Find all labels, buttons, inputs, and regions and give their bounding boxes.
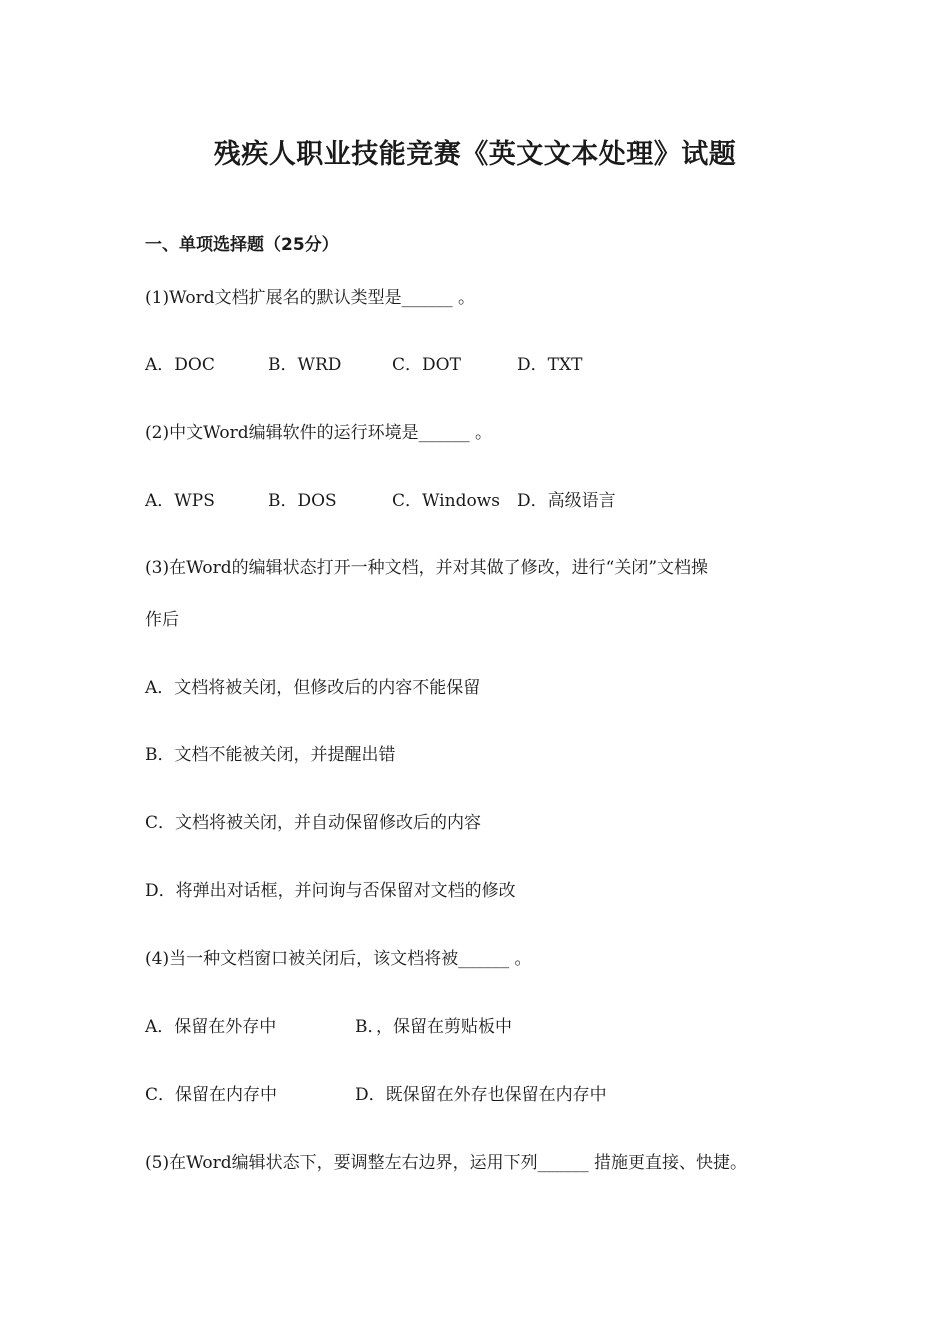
page-title: 残疾人职业技能竞赛《英文文本处理》试题 [213, 139, 737, 170]
question-3-stem-line-2: 作后 [145, 610, 179, 630]
question-3-option-d: D．将弹出对话框，并问询与否保留对文档的修改 [145, 881, 516, 901]
question-1-option-d: D．TXT [517, 355, 583, 375]
question-4-option-a: A．保留在外存中 [145, 1017, 277, 1037]
question-3-option-a: A．文档将被关闭，但修改后的内容不能保留 [145, 678, 481, 698]
question-5-stem: (5)在Word编辑状态下，要调整左右边界，运用下列______ 措施更直接、快捷。 [145, 1153, 748, 1173]
question-2-option-d: D．高级语言 [517, 491, 616, 511]
question-3-option-b: B．文档不能被关闭，并提醒出错 [145, 745, 396, 765]
question-2-option-a: A．WPS [145, 491, 215, 511]
question-2-option-b: B．DOS [268, 491, 337, 511]
question-1-option-a: A．DOC [145, 355, 215, 375]
question-1-option-c: C．DOT [392, 355, 461, 375]
question-3-option-c: C．文档将被关闭，并自动保留修改后的内容 [145, 813, 482, 833]
question-1-option-b: B．WRD [268, 355, 342, 375]
question-4-option-d: D．既保留在外存也保留在内存中 [355, 1085, 607, 1105]
question-2-option-c: C．Windows [392, 491, 500, 511]
question-4-option-b: B．，保留在剪贴板中 [355, 1017, 512, 1037]
question-3-stem-line-1: (3)在Word的编辑状态打开一种文档，并对其做了修改，进行“关闭”文档操 [145, 558, 709, 578]
question-1-stem: (1)Word文档扩展名的默认类型是______ 。 [145, 288, 476, 308]
section-heading: 一、单项选择题（25分） [145, 235, 339, 255]
question-4-stem: (4)当一种文档窗口被关闭后，该文档将被______ 。 [145, 949, 532, 969]
question-4-option-c: C．保留在内存中 [145, 1085, 278, 1105]
question-2-stem: (2)中文Word编辑软件的运行环境是______ 。 [145, 423, 493, 443]
